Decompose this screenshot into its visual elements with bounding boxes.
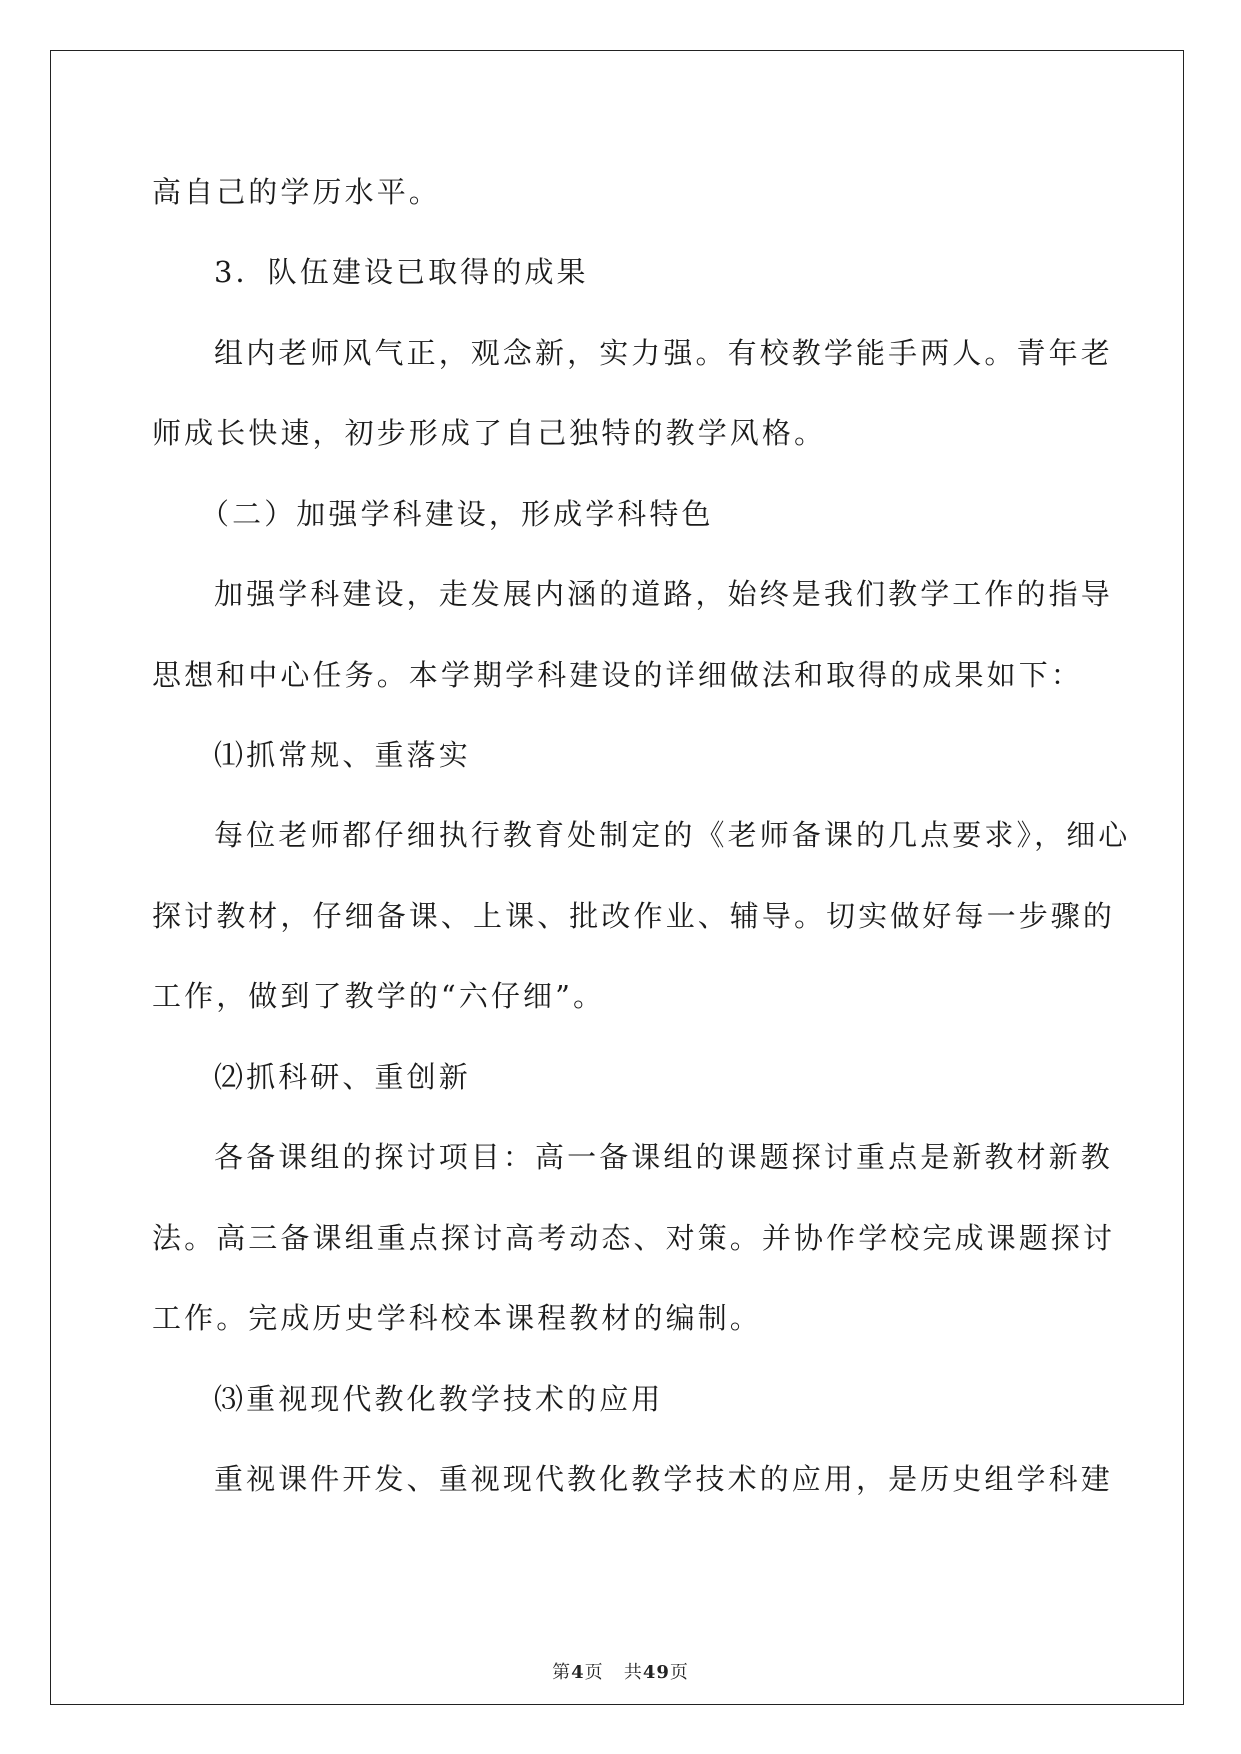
page-number: 4 (571, 1662, 585, 1683)
text-line-1: 高自己的学历水平。 (152, 175, 441, 209)
subheading-1: ⑴抓常规、重落实 (214, 738, 471, 772)
text-line-13: 各备课组的探讨项目：高一备课组的课题探讨重点是新教材新教 (214, 1140, 1113, 1174)
subheading-2: ⑵抓科研、重创新 (214, 1060, 471, 1094)
footer-total-suffix: 页 (669, 1662, 689, 1683)
text-line-4: 师成长快速，初步形成了自己独特的教学风格。 (152, 416, 827, 450)
section-heading-3: 3．队伍建设已取得的成果 (214, 255, 589, 289)
page-border (50, 50, 1184, 1705)
total-pages: 49 (642, 1662, 670, 1683)
subheading-3: ⑶重视现代教化教学技术的应用 (214, 1382, 664, 1416)
text-line-10: 探讨教材，仔细备课、上课、批改作业、辅导。切实做好每一步骤的 (152, 899, 1116, 933)
footer-prefix: 第 (552, 1662, 572, 1683)
section-heading-2: （二）加强学科建设，形成学科特色 (200, 497, 714, 531)
page-footer (0, 1658, 1241, 1684)
footer-total-prefix: 共 (623, 1662, 643, 1683)
text-line-17: 重视课件开发、重视现代教化教学技术的应用，是历史组学科建 (214, 1462, 1113, 1496)
text-line-11: 工作，做到了教学的“六仔细”。 (152, 979, 606, 1013)
text-line-7: 思想和中心任务。本学期学科建设的详细做法和取得的成果如下： (152, 658, 1083, 692)
text-line-9: 每位老师都仔细执行教育处制定的《老师备课的几点要求》，细心 (214, 818, 1131, 852)
text-line-14: 法。高三备课组重点探讨高考动态、对策。并协作学校完成课题探讨 (152, 1221, 1116, 1255)
text-line-3: 组内老师风气正，观念新，实力强。有校教学能手两人。青年老 (214, 336, 1113, 370)
footer-page-suffix: 页 (584, 1662, 604, 1683)
text-line-15: 工作。完成历史学科校本课程教材的编制。 (152, 1301, 762, 1335)
text-line-6: 加强学科建设，走发展内涵的道路，始终是我们教学工作的指导 (214, 577, 1113, 611)
